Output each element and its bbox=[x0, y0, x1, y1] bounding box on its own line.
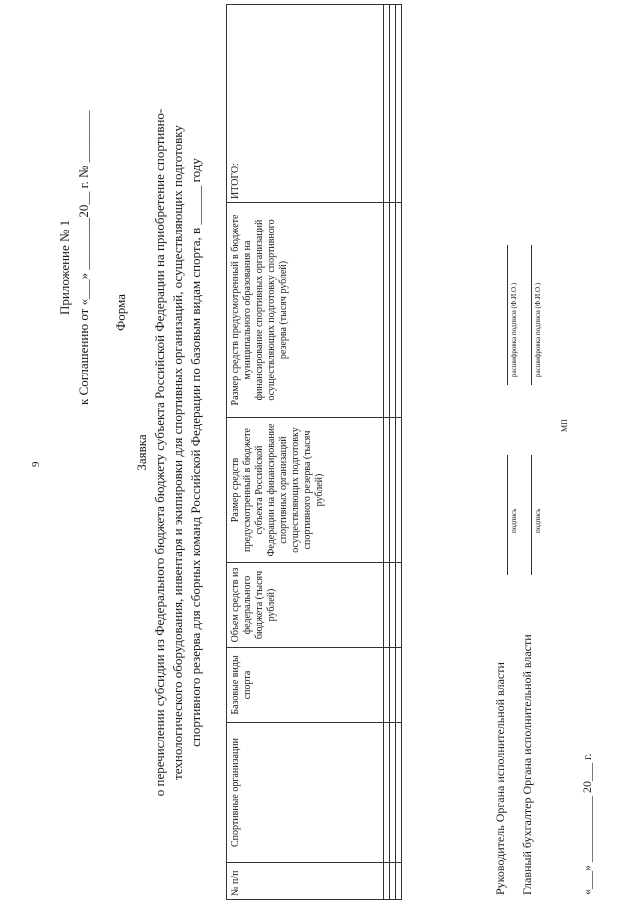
header-municipal-funds: Размер средств предусмотренный в бюджете муниципального образования на финансирование спортивных организаций осуществляющих подготовку спортивного резерва (тысяч рублей) bbox=[227, 203, 384, 418]
header-regional-funds: Размер средств предусмотренный в бюджете субъекта Российской Федерации на финансирование спортивных организаций осуществляющих подготовку спортивного резерва (тысяч рублей) bbox=[227, 418, 384, 563]
form-label: Форма bbox=[113, 294, 128, 331]
header-sports: Базовые виды спорта bbox=[227, 648, 384, 723]
head-signature-caption: подпись bbox=[510, 508, 518, 533]
header-organizations: Спортивные организации bbox=[227, 723, 384, 863]
accountant-signature-line bbox=[531, 455, 532, 575]
document-heading: Заявка bbox=[134, 434, 149, 471]
table-row bbox=[396, 5, 402, 900]
title-line-3: спортивного резерва для сборных команд Российской Федерации по базовым видам спорта, в ______ году bbox=[188, 158, 203, 747]
head-signature-label: Руководитель Органа исполнительной власти bbox=[493, 662, 507, 895]
title-line-1: о перечислении субсидии из Федерального бюджета бюджету субъекта Российской Федерации на приобретение спортивно- bbox=[152, 108, 167, 797]
head-decode-line bbox=[507, 245, 508, 385]
accountant-decode-line bbox=[531, 245, 532, 385]
stamp-place: МП bbox=[560, 419, 569, 432]
page-number: 9 bbox=[30, 461, 42, 467]
accountant-decode-caption: расшифровка подписи (Ф.И.О.) bbox=[534, 282, 542, 377]
title-line-2: технологического оборудования, инвентаря и экипировки для спортивных организаций, осуществляющих подготовку bbox=[170, 125, 185, 780]
table-header-row bbox=[227, 5, 384, 900]
request-table bbox=[226, 4, 402, 900]
accountant-signature-label: Главный бухгалтер Органа исполнительной власти bbox=[520, 634, 534, 895]
date-line: «___» ___________ 20___ г. bbox=[580, 753, 594, 895]
header-number: № п/п bbox=[227, 863, 384, 900]
head-decode-caption: расшифровка подписи (Ф.И.О.) bbox=[510, 282, 518, 377]
accountant-signature-caption: подпись bbox=[534, 508, 542, 533]
appendix-reference: к Соглашению от «___» ________20__ г. № ________ bbox=[76, 110, 91, 405]
header-federal-funds: Объем средств из федерального бюджета (тысяч рублей) bbox=[227, 563, 384, 648]
appendix-title: Приложение № 1 bbox=[57, 219, 72, 315]
head-signature-line bbox=[507, 455, 508, 575]
header-total: ИТОГО: bbox=[227, 5, 384, 203]
